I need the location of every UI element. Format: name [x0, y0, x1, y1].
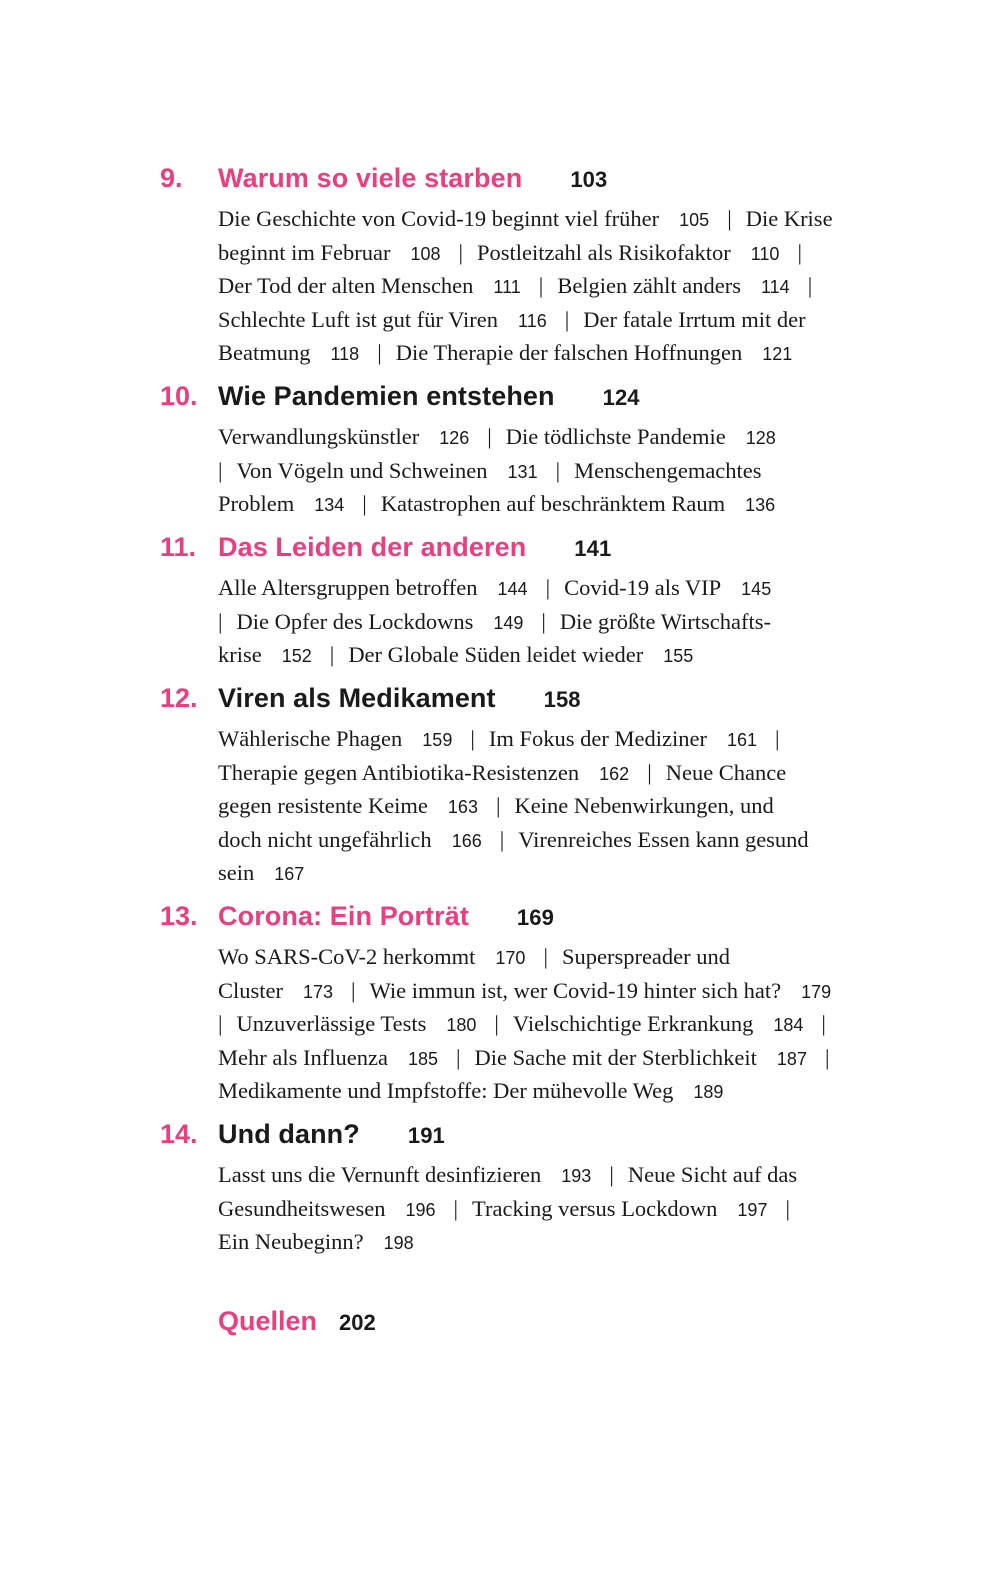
section-page-number: 198: [383, 1233, 414, 1254]
section-title[interactable]: Im Fokus der Mediziner: [488, 726, 707, 751]
chapter-title-text: Wie Pandemien entstehen: [218, 381, 555, 411]
section-title[interactable]: Unzuverlässige Tests: [236, 1011, 427, 1037]
chapter-title[interactable]: [218, 1116, 445, 1154]
section-page-number: 170: [495, 948, 526, 968]
section-title[interactable]: Vielschichtige Erkrankung: [512, 1011, 754, 1037]
section-title[interactable]: Alle Altersgruppen betroffen: [218, 575, 478, 600]
sources-entry[interactable]: [218, 1303, 376, 1339]
section-title[interactable]: Virenreiches Essen kann gesund: [518, 826, 809, 852]
section-page-number: 105: [679, 210, 710, 230]
chapter-heading: [0, 898, 1000, 938]
separator: |: [494, 1011, 499, 1037]
separator: |: [329, 642, 335, 668]
separator: |: [218, 1011, 223, 1037]
chapter-number: 12.: [160, 683, 198, 713]
section-title[interactable]: Die größte Wirtschafts-: [559, 608, 772, 634]
chapter-page: 103: [570, 167, 608, 192]
toc-line: [218, 856, 898, 890]
toc-line: [218, 487, 898, 521]
section-page-number: 197: [737, 1199, 768, 1220]
separator: |: [218, 457, 223, 483]
toc-line: [218, 940, 898, 974]
section-title[interactable]: krise: [218, 642, 262, 668]
section-title[interactable]: Wie immun ist, wer Covid-19 hinter sich hat?: [369, 977, 782, 1003]
section-page-number: 166: [451, 830, 482, 851]
section-page-number: 114: [761, 277, 790, 298]
section-title[interactable]: Wählerische Phagen: [218, 726, 403, 751]
separator: |: [495, 793, 501, 819]
separator: |: [377, 340, 382, 366]
chapter-heading: [0, 378, 1000, 418]
chapter-title[interactable]: [218, 529, 611, 567]
toc-line: [218, 1007, 898, 1041]
section-page-number: 167: [274, 864, 305, 885]
toc-line: [218, 1074, 898, 1108]
separator: |: [541, 608, 546, 634]
section-title[interactable]: Neue Sicht auf das: [627, 1162, 798, 1187]
chapter-heading: [0, 1116, 1000, 1156]
section-page-number: 111: [493, 277, 521, 298]
section-title[interactable]: Covid-19 als VIP: [564, 575, 722, 600]
chapter-entries: [218, 202, 898, 370]
chapter-number: 11.: [160, 532, 197, 562]
chapter-entries: [218, 571, 898, 672]
section-title[interactable]: Die Krise: [745, 206, 833, 231]
section-page-number: 110: [750, 243, 780, 264]
section-page-number: 121: [762, 344, 793, 365]
separator: |: [543, 944, 548, 969]
separator: |: [609, 1162, 614, 1187]
toc-line: [218, 1192, 898, 1226]
toc-line: [218, 974, 898, 1008]
chapter-title-text: Das Leiden der anderen: [218, 532, 527, 562]
section-page-number: 144: [497, 579, 528, 599]
section-page-number: 155: [663, 646, 694, 667]
chapter-title-text: Und dann?: [218, 1119, 360, 1149]
chapter-title-text: Viren als Medikament: [218, 683, 496, 713]
toc-line: [218, 454, 898, 488]
toc-line: [218, 756, 898, 790]
section-title[interactable]: Ein Neubeginn?: [218, 1229, 364, 1255]
section-page-number: 134: [314, 495, 345, 516]
section-page-number: 173: [303, 981, 334, 1002]
toc-line: [218, 420, 898, 454]
toc-line: [218, 1225, 898, 1259]
section-page-number: 136: [745, 495, 776, 516]
section-page-number: 159: [422, 730, 453, 750]
section-title[interactable]: Menschengemachtes: [574, 457, 762, 483]
toc-line: [218, 236, 898, 270]
section-page-number: 187: [776, 1048, 807, 1069]
chapter-page: 124: [602, 385, 640, 410]
section-title[interactable]: Beatmung: [218, 340, 311, 366]
section-title[interactable]: Medikamente und Impfstoffe: Der mühevolle Weg: [218, 1078, 674, 1104]
section-title[interactable]: Belgien zählt anders: [557, 273, 741, 299]
section-title[interactable]: Die Opfer des Lockdowns: [236, 608, 474, 634]
toc-line: [218, 1158, 898, 1192]
section-title[interactable]: Der Globale Süden leidet wieder: [348, 642, 644, 668]
section-page-number: 116: [518, 310, 547, 331]
section-page-number: 189: [693, 1082, 724, 1103]
section-page-number: 152: [281, 646, 312, 667]
chapter-heading: [0, 680, 1000, 720]
section-page-number: 162: [599, 763, 630, 784]
chapter-title-text: Warum so viele starben: [218, 163, 523, 193]
section-title[interactable]: Der Tod der alten Menschen: [218, 273, 474, 299]
sources-page: 202: [339, 1310, 376, 1335]
section-title[interactable]: Cluster: [218, 977, 283, 1003]
section-page-number: 163: [447, 797, 478, 818]
chapter-entries: [218, 1158, 898, 1259]
section-title[interactable]: doch nicht ungefährlich: [218, 826, 432, 852]
chapter-title[interactable]: [218, 378, 640, 416]
toc-line: [218, 202, 898, 236]
section-title[interactable]: Keine Nebenwirkungen, und: [514, 793, 774, 819]
toc-line: [218, 1041, 898, 1075]
separator: |: [453, 1195, 459, 1221]
section-title[interactable]: Neue Chance: [665, 759, 787, 785]
section-title[interactable]: Superspreader und: [561, 944, 731, 969]
chapter-page: 141: [574, 536, 612, 561]
separator: |: [775, 726, 780, 751]
section-title[interactable]: Katastrophen auf beschränktem Raum: [380, 491, 726, 517]
section-title[interactable]: Problem: [218, 491, 295, 517]
section-page-number: 184: [773, 1015, 804, 1036]
section-title[interactable]: Gesundheitswesen: [218, 1195, 386, 1221]
chapter-heading: [0, 529, 1000, 569]
section-page-number: 149: [493, 612, 524, 633]
toc-line: [218, 269, 898, 303]
separator: |: [351, 977, 356, 1003]
separator: |: [499, 826, 505, 852]
section-page-number: 185: [407, 1048, 438, 1069]
chapter-number: 10.: [160, 381, 198, 411]
separator: |: [555, 457, 561, 483]
chapter-title[interactable]: [218, 680, 581, 718]
section-page-number: 161: [726, 730, 757, 750]
separator: |: [538, 273, 544, 299]
separator: |: [564, 306, 570, 332]
chapter-page: 169: [516, 905, 554, 930]
section-title[interactable]: Tracking versus Lockdown: [472, 1195, 718, 1221]
separator: |: [470, 726, 475, 751]
chapter-title[interactable]: [218, 160, 607, 198]
sources-title: Quellen: [218, 1306, 318, 1336]
section-page-number: 128: [745, 428, 776, 448]
chapter-entries: [218, 940, 898, 1108]
separator: |: [797, 239, 802, 265]
separator: |: [545, 575, 551, 600]
separator: |: [647, 759, 652, 785]
section-title[interactable]: Postleitzahl als Risikofaktor: [477, 239, 731, 265]
section-title[interactable]: Die tödlichste Pandemie: [505, 424, 726, 449]
section-title[interactable]: Der fatale Irrtum mit der: [583, 306, 806, 332]
section-title[interactable]: gegen resistente Keime: [218, 793, 428, 819]
toc-line: [218, 638, 898, 672]
section-page-number: 126: [439, 428, 470, 448]
separator: |: [458, 239, 464, 265]
section-page-number: 108: [410, 243, 441, 264]
separator: |: [362, 491, 367, 517]
separator: |: [455, 1044, 461, 1070]
section-page-number: 193: [561, 1166, 592, 1186]
toc-line: [218, 336, 898, 370]
separator: |: [821, 1011, 826, 1037]
section-title[interactable]: Therapie gegen Antibiotika-Resistenzen: [218, 759, 580, 785]
section-title[interactable]: Die Geschichte von Covid-19 beginnt viel früher: [218, 206, 660, 231]
section-page-number: 179: [801, 981, 832, 1002]
section-title[interactable]: Verwandlungskünstler: [218, 424, 420, 449]
chapter-entries: [218, 722, 898, 890]
section-title[interactable]: beginnt im Februar: [218, 239, 391, 265]
chapter-title[interactable]: [218, 898, 554, 936]
toc-line: [218, 303, 898, 337]
section-page-number: 131: [507, 461, 538, 482]
chapter-page: 158: [543, 687, 581, 712]
section-title[interactable]: Die Therapie der falschen Hoffnungen: [395, 340, 743, 366]
chapter-number: 14.: [160, 1119, 198, 1149]
section-page-number: 180: [446, 1015, 477, 1036]
separator: |: [807, 273, 813, 299]
section-title[interactable]: Die Sache mit der Sterblichkeit: [474, 1044, 757, 1070]
section-title[interactable]: sein: [218, 860, 255, 886]
section-title[interactable]: Von Vögeln und Schweinen: [236, 457, 488, 483]
chapter-heading: [0, 160, 1000, 200]
toc-line: [218, 823, 898, 857]
separator: |: [487, 424, 492, 449]
section-title[interactable]: Schlechte Luft ist gut für Viren: [218, 306, 499, 332]
chapter-number: 13.: [160, 901, 198, 931]
section-page-number: 145: [741, 579, 772, 599]
chapter-number: 9.: [160, 163, 183, 193]
chapter-page: 191: [407, 1123, 445, 1148]
separator: |: [727, 206, 732, 231]
section-title[interactable]: Wo SARS-CoV-2 herkommt: [218, 944, 476, 969]
separator: |: [785, 1195, 790, 1221]
section-page-number: 196: [405, 1199, 436, 1220]
section-title[interactable]: Lasst uns die Vernunft desinfizieren: [218, 1162, 542, 1187]
section-page-number: 118: [330, 344, 360, 365]
chapter-entries: [218, 420, 898, 521]
toc-line: [218, 571, 898, 605]
toc-line: [218, 722, 898, 756]
separator: |: [824, 1044, 830, 1070]
toc-line: [218, 789, 898, 823]
chapter-title-text: Corona: Ein Porträt: [218, 901, 469, 931]
section-title[interactable]: Mehr als Influenza: [218, 1044, 388, 1070]
toc-line: [218, 605, 898, 639]
separator: |: [218, 608, 223, 634]
